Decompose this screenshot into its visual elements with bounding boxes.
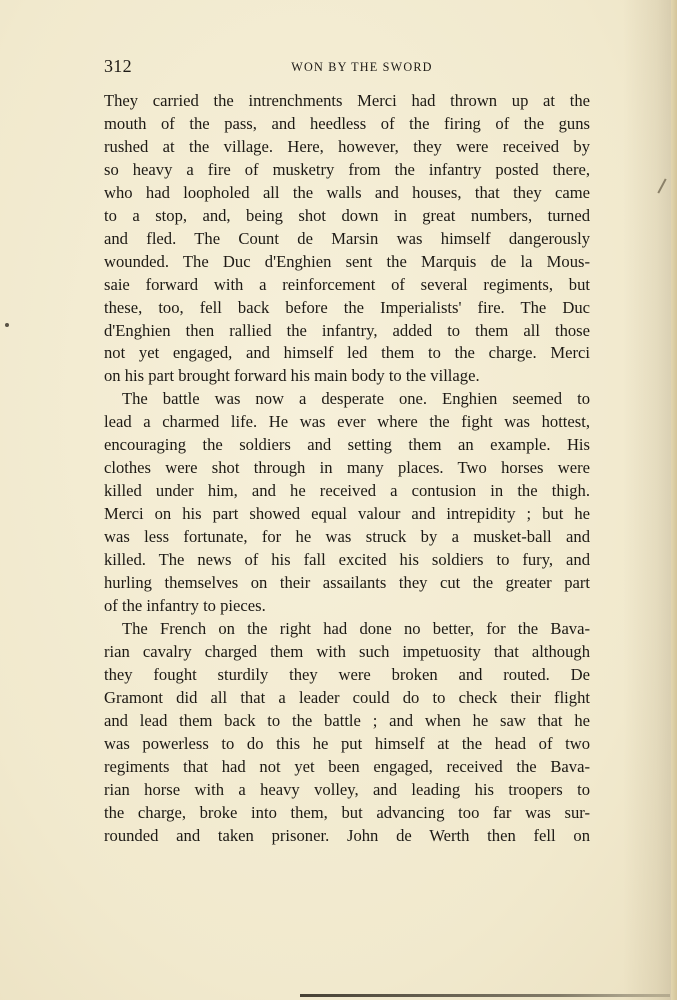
paragraph xyxy=(104,90,590,388)
running-title: WON BY THE SWORD xyxy=(291,60,433,74)
text-line: lead a charmed life. He was ever where the fight was hottest, xyxy=(104,412,590,432)
text-line: d'Enghien then rallied the infantry, added to them all those xyxy=(104,320,590,340)
text-line: regiments that had not yet been engaged, received the Bava- xyxy=(104,756,590,776)
text-line: killed under him, and he received a contusion in the thigh. xyxy=(104,481,590,501)
text-line: hurling themselves on their assailants they cut the greater part xyxy=(104,573,590,593)
text-line: rushed at the village. Here, however, they were received by xyxy=(104,136,590,156)
paragraph xyxy=(104,388,590,618)
text-line: was less fortunate, for he was struck by a musket-ball and xyxy=(104,527,590,547)
text-line: was powerless to do this he put himself at the head of two xyxy=(104,733,590,753)
text-line: They carried the intrenchments Merci had thrown up at the xyxy=(104,91,590,110)
margin-mark xyxy=(657,178,666,193)
text-line: on his part brought forward his main body to the village. xyxy=(104,366,480,386)
text-line: of the infantry to pieces. xyxy=(104,595,266,615)
text-line: to a stop, and, being shot down in great numbers, turned xyxy=(104,205,590,225)
text-line: rian cavalry charged them with such impetuosity that although xyxy=(104,641,590,661)
text-line: not yet engaged, and himself led them to the charge. Merci xyxy=(104,343,590,363)
text-line: rian horse with a heavy volley, and leading his troopers to xyxy=(104,779,590,799)
paragraph xyxy=(104,618,590,848)
text-line: The battle was now a desperate one. Enghien seemed to xyxy=(122,389,590,409)
text-line: clothes were shot through in many places. Two horses were xyxy=(104,458,590,478)
text-line: wounded. The Duc d'Enghien sent the Marquis de la Mous- xyxy=(104,251,590,271)
text-line: The French on the right had done no better, for the Bava- xyxy=(122,618,590,638)
text-line: these, too, fell back before the Imperialists' fire. The Duc xyxy=(104,297,590,317)
text-line: Merci on his part showed equal valour and intrepidity ; but he xyxy=(104,504,590,524)
text-line: saie forward with a reinforcement of several regiments, but xyxy=(104,274,590,294)
text-line: mouth of the pass, and heedless of the firing of the guns xyxy=(104,113,590,133)
text-line: Gramont did all that a leader could do to check their flight xyxy=(104,687,590,707)
ink-speck xyxy=(5,323,9,327)
page-number: 312 xyxy=(104,56,132,76)
body-text xyxy=(104,90,590,847)
text-line: encouraging the soldiers and setting them an example. His xyxy=(104,435,590,455)
text-line: the charge, broke into them, but advancing too far was sur- xyxy=(104,802,590,822)
text-line: who had loopholed all the walls and houses, that they came xyxy=(104,182,590,202)
bottom-rule-mark xyxy=(300,994,670,997)
page-header xyxy=(104,56,590,80)
text-line: they fought sturdily they were broken and routed. De xyxy=(104,664,590,684)
text-line: and fled. The Count de Marsin was himself dangerously xyxy=(104,228,590,248)
text-line: rounded and taken prisoner. John de Werth then fell on xyxy=(104,825,590,845)
text-line: and lead them back to the battle ; and when he saw that he xyxy=(104,710,590,730)
page-edge xyxy=(671,0,677,1000)
text-line: so heavy a fire of musketry from the infantry posted there, xyxy=(104,159,590,179)
text-line: killed. The news of his fall excited his soldiers to fury, and xyxy=(104,550,590,570)
